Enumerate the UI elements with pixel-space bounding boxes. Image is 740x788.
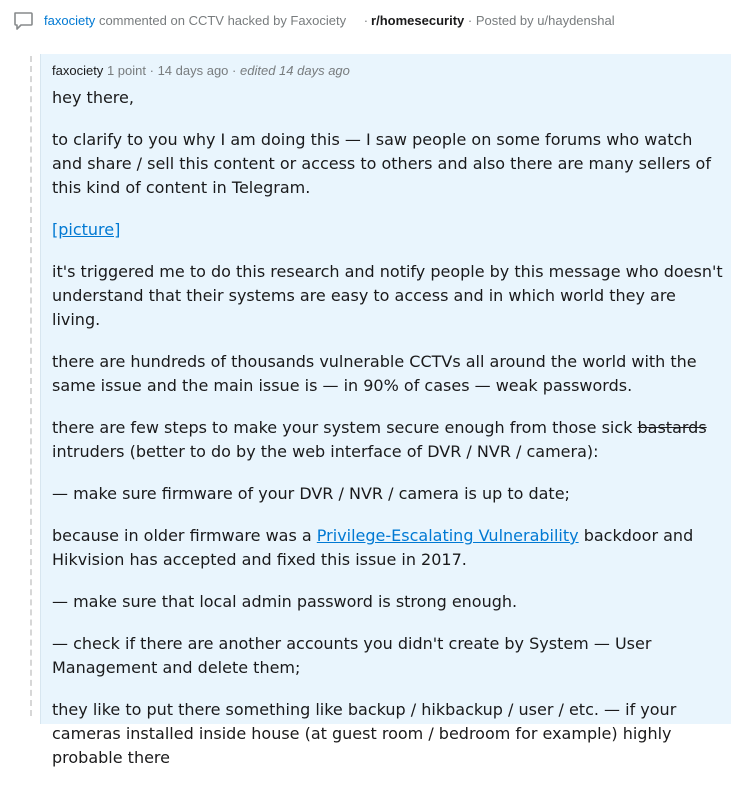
comment-paragraph bbox=[52, 416, 724, 464]
separator-dot: · bbox=[232, 63, 237, 78]
post-title-link[interactable]: CCTV hacked by Faxociety bbox=[188, 13, 347, 28]
separator-dot: · bbox=[467, 13, 473, 28]
commented-on-text: commented on bbox=[98, 13, 185, 28]
comment-points: 1 point bbox=[106, 63, 146, 78]
thread-line[interactable] bbox=[30, 56, 32, 716]
comment-text: intruders (better to do by the web interface of DVR / NVR / camera): bbox=[52, 442, 599, 461]
comment-paragraph: they like to put there something like backup / hikbackup / user / etc. — if your cameras installed inside house (at guest room / bedroom for example) highly probable there bbox=[52, 700, 677, 767]
comment-bubble-icon bbox=[12, 10, 34, 32]
comment-body bbox=[52, 86, 724, 788]
comment-paragraph: — make sure that local admin password is strong enough. bbox=[52, 592, 518, 611]
comment-paragraph: to clarify to you why I am doing this — I saw people on some forums who watch and share / sell this content or access to others and also there are many sellers of this kind of content in Telegram. bbox=[52, 130, 711, 197]
separator-dot: · bbox=[363, 13, 369, 28]
picture-link[interactable]: [picture] bbox=[52, 220, 121, 239]
comment-text: backdoor and Hikvision has accepted and fixed this issue in 2017. bbox=[52, 526, 694, 569]
strikethrough-text: bastards bbox=[637, 418, 707, 437]
comment-edited: edited 14 days ago bbox=[240, 63, 350, 78]
comment-text: there are few steps to make your system secure enough from those sick bbox=[52, 418, 638, 437]
subreddit-link[interactable]: r/homesecurity bbox=[371, 13, 465, 28]
comment-paragraph: — check if there are another accounts you didn't create by System — User Management and delete them; bbox=[52, 634, 652, 677]
comment-paragraph bbox=[52, 524, 724, 572]
comment-paragraph: — make sure firmware of your DVR / NVR / camera is up to date; bbox=[52, 484, 570, 503]
vulnerability-link[interactable]: Privilege-Escalating Vulnerability bbox=[316, 526, 579, 545]
posted-by-link[interactable]: Posted by u/haydenshal bbox=[475, 13, 615, 28]
comment-author-link[interactable]: faxociety bbox=[52, 63, 104, 78]
commenter-link[interactable]: faxociety bbox=[44, 13, 96, 28]
header-line bbox=[44, 13, 615, 28]
comment-age[interactable]: 14 days ago bbox=[157, 63, 229, 78]
comment-paragraph: hey there, bbox=[52, 88, 134, 107]
comment-meta bbox=[52, 63, 350, 78]
comment-text: because in older firmware was a bbox=[52, 526, 317, 545]
comment-paragraph: there are hundreds of thousands vulnerable CCTVs all around the world with the same issue and the main issue is — in 90% of cases — weak passwords. bbox=[52, 352, 697, 395]
comment-header bbox=[0, 0, 740, 44]
comment-paragraph bbox=[52, 218, 724, 242]
comment-paragraph: it's triggered me to do this research and notify people by this message who doesn't understand that their systems are easy to access and in which world they are living. bbox=[52, 262, 723, 329]
separator-dot: · bbox=[149, 63, 154, 78]
